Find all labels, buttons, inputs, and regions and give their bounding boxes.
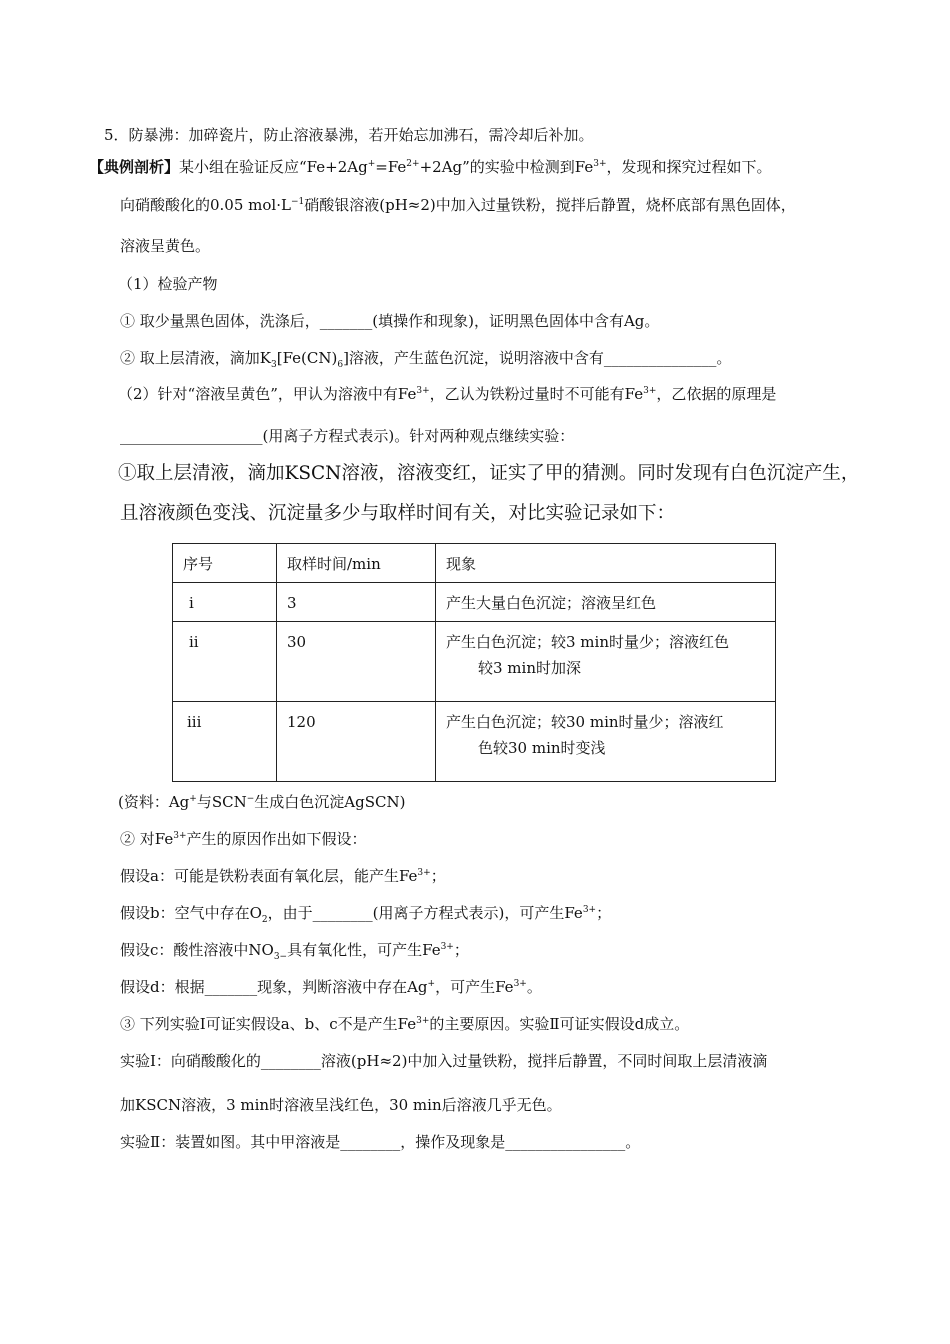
table-cell-time: 30 — [277, 622, 436, 702]
line-hypothesis-c: 假设c：酸性溶液中$NO_{3-}$具有氧化性，可产生$Fe^{3+}$； — [120, 941, 469, 962]
line-procedure: 向硝酸酸化的0.05 $mol\cdot L^{-1}$硝酸银溶液(pH≈2)中加入过量铁粉，搅拌后静置，烧杯底部有黑色固体， — [120, 196, 796, 214]
table-cell-observation: 产生大量白色沉淀；溶液呈红色 — [436, 583, 776, 622]
line-experiment-1-cont: 加KSCN溶液，3 min时溶液呈浅红色，30 min后溶液几乎无色。 — [120, 1096, 562, 1114]
table-cell-observation: 产生白色沉淀；较3 min时量少；溶液红色 较3 min时加深 — [436, 622, 776, 702]
line-q2-cont: ___________________(用离子方程式表示)。针对两种观点继续实验： — [120, 427, 575, 445]
table-header-cell: 取样时间/min — [277, 544, 436, 583]
table-cell-id: i — [173, 583, 277, 622]
table-cell-time: 120 — [277, 702, 436, 782]
line-q2-1: ①取上层清液，滴加KSCN溶液，溶液变红，证实了甲的猜测。同时发现有白色沉淀产生， — [118, 463, 860, 484]
line-q2-1-cont: 且溶液颜色变浅、沉淀量多少与取样时间有关，对比实验记录如下： — [120, 503, 676, 524]
table-row — [173, 622, 776, 702]
line-q2-2: ② 对$Fe^{3+}$产生的原因作出如下假设： — [120, 830, 367, 848]
line-reference-note: (资料：Ag+与SCN−生成白色沉淀AgSCN) — [118, 793, 406, 811]
table-header-cell: 序号 — [173, 544, 277, 583]
table-header-cell: 现象 — [436, 544, 776, 583]
example-tag: 【典例剖析】 — [89, 158, 180, 176]
line-q2-3: ③ 下列实验Ⅰ可证实假设a、b、c不是产生$Fe^{3+}$的主要原因。实验Ⅱ可证实假设d成立。 — [120, 1015, 690, 1033]
line-safety-tip: 5．防暴沸：加碎瓷片，防止溶液暴沸，若开始忘加沸石，需冷却后补加。 — [104, 126, 594, 144]
line-hypothesis-a: 假设a：可能是铁粉表面有氧化层，能产生$Fe^{3+}$； — [120, 867, 446, 885]
table-row — [173, 702, 776, 782]
line-q1: （1）检验产物 — [118, 275, 218, 293]
line-q1-2: ② 取上层清液，滴加$K_3[Fe(CN)_6]$溶液，产生蓝色沉淀，说明溶液中含有_______________。 — [120, 349, 732, 370]
line-experiment-1: 实验Ⅰ：向硝酸酸化的________溶液(pH≈2)中加入过量铁粉，搅拌后静置，不同时间取上层清液滴 — [120, 1052, 768, 1070]
table-cell-id: iii — [173, 702, 277, 782]
line-q1-1: ① 取少量黑色固体，洗涤后，_______(填操作和现象)，证明黑色固体中含有Ag。 — [120, 312, 660, 330]
line-hypothesis-b: 假设b：空气中存在$O_2$，由于________(用离子方程式表示)，可产生$Fe^{3+}$； — [120, 904, 612, 925]
table-row — [173, 583, 776, 622]
line-example-intro: 【典例剖析】某小组在验证反应“$Fe+2Ag^+=Fe^{2+}+2Ag$”的实验中检测到$Fe^{3+}$，发现和探究过程如下。 — [89, 158, 772, 176]
table-cell-time: 3 — [277, 583, 436, 622]
line-hypothesis-d: 假设d：根据_______现象，判断溶液中存在Ag+，可产生$Fe^{3+}$。 — [120, 978, 542, 996]
line-experiment-2: 实验Ⅱ：装置如图。其中甲溶液是________，操作及现象是________________。 — [120, 1133, 641, 1151]
table-cell-observation: 产生白色沉淀；较30 min时量少；溶液红 色较30 min时变浅 — [436, 702, 776, 782]
observation-table — [172, 543, 776, 782]
line-procedure-cont: 溶液呈黄色。 — [120, 237, 211, 255]
table-header-row — [173, 544, 776, 583]
table-cell-id: ii — [173, 622, 277, 702]
line-q2: （2）针对“溶液呈黄色”，甲认为溶液中有$Fe^{3+}$，乙认为铁粉过量时不可能有$Fe^{3+}$，乙依据的原理是 — [118, 385, 777, 403]
